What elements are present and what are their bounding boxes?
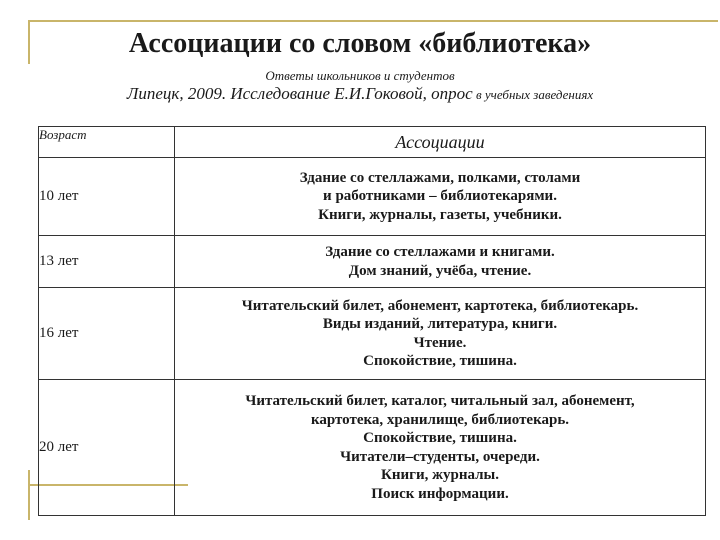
association-line: Книги, журналы, газеты, учебники. <box>318 206 562 223</box>
association-line: Книги, журналы. <box>381 467 499 483</box>
associations-table <box>38 126 706 516</box>
age-cell: 20 лет <box>39 380 175 516</box>
age-cell: 10 лет <box>39 158 175 236</box>
age-cell: 16 лет <box>39 288 175 380</box>
table-row <box>39 236 706 288</box>
associations-cell <box>175 288 706 380</box>
association-line: Дом знаний, учёба, чтение. <box>348 262 532 279</box>
source-line <box>0 84 720 104</box>
association-line: Чтение. <box>413 334 467 351</box>
source-small: в учебных заведениях <box>472 87 594 102</box>
table-row <box>39 158 706 236</box>
decorative-top-rule <box>28 20 718 22</box>
association-line: Читательский билет, каталог, читальный зал, абонемент, <box>245 393 635 409</box>
association-line: Поиск информации. <box>371 485 509 502</box>
source-main: Липецк, 2009. Исследование Е.И.Гоковой, опрос <box>126 84 473 103</box>
table-row <box>39 288 706 380</box>
associations-cell <box>175 158 706 236</box>
association-line: Читательский билет, абонемент, картотека, библиотекарь. <box>241 297 639 314</box>
association-line: картотека, хранилище, библиотекарь. <box>310 411 570 428</box>
table-header-row <box>39 127 706 158</box>
slide-subtitle: Ответы школьников и студентов <box>265 68 455 83</box>
age-cell: 13 лет <box>39 236 175 288</box>
association-line: и работниками – библиотекарями. <box>323 188 557 205</box>
header-age: Возраст <box>39 127 175 158</box>
associations-cell <box>175 236 706 288</box>
association-line: Здание со стеллажами, полками, столами <box>299 169 581 186</box>
header-associations: Ассоциации <box>175 127 706 158</box>
slide-title: Ассоциации со словом «библиотека» <box>128 28 592 59</box>
table-row <box>39 380 706 516</box>
association-line: Здание со стеллажами и книгами. <box>325 244 555 260</box>
associations-cell <box>175 380 706 516</box>
decorative-bottom-left-rule <box>28 470 30 520</box>
association-line: Спокойствие, тишина. <box>363 430 517 446</box>
association-line: Читатели–студенты, очереди. <box>340 448 540 465</box>
association-line: Спокойствие, тишина. <box>363 353 517 369</box>
association-line: Виды изданий, литература, книги. <box>322 316 558 332</box>
